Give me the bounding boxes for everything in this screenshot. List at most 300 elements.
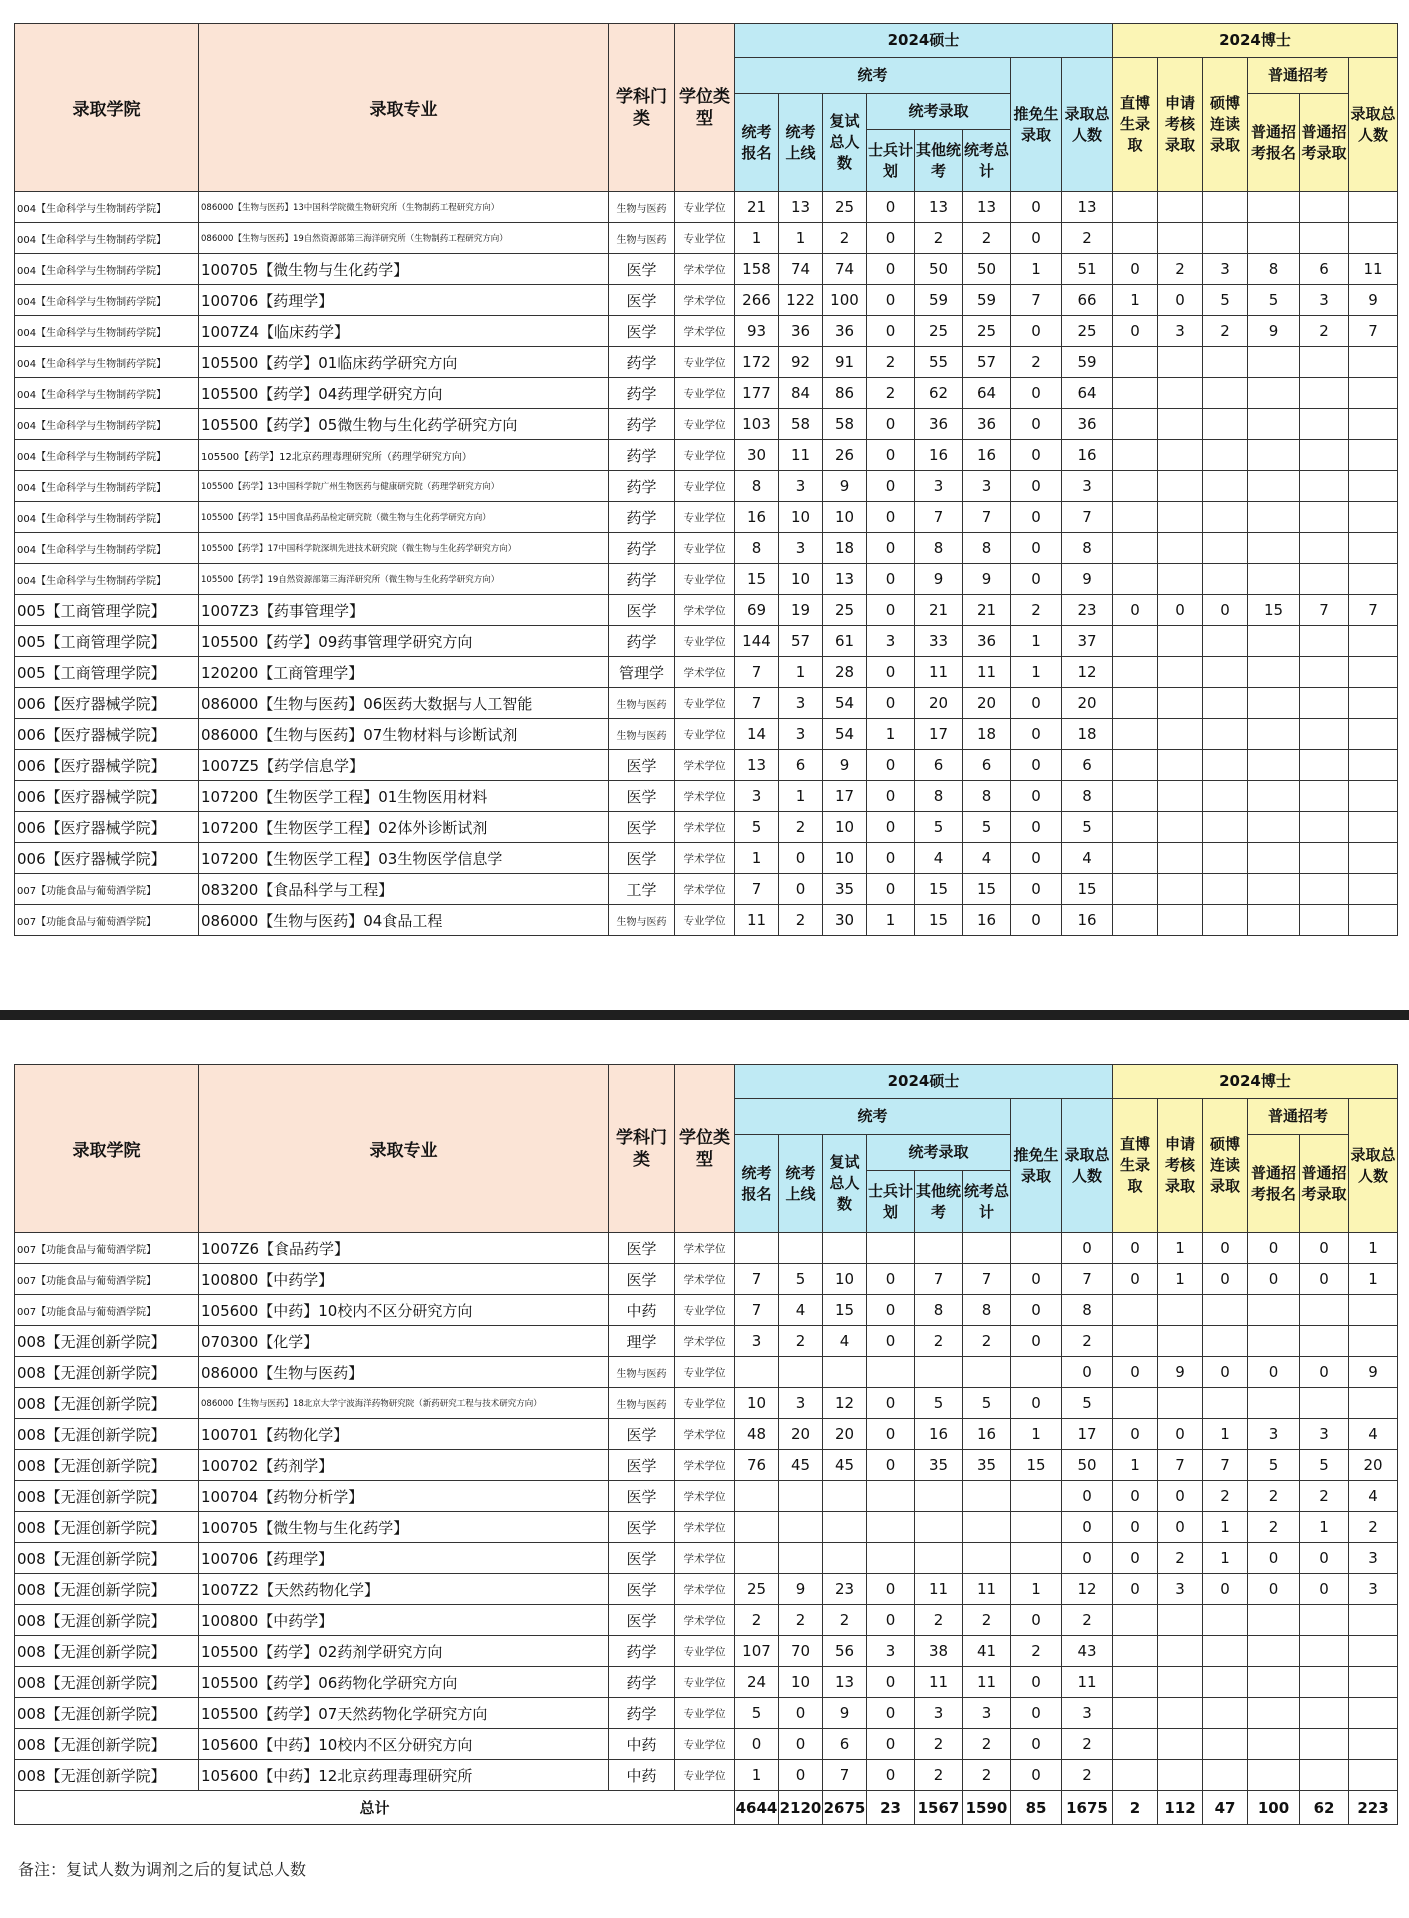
major-cell: 1007Z5【药学信息学】 — [199, 750, 609, 781]
value-cell: 6 — [823, 1729, 867, 1760]
value-cell — [735, 1233, 779, 1264]
header-masters: 2024硕士 — [735, 24, 1113, 58]
value-cell — [779, 1481, 823, 1512]
value-cell: 1 — [1349, 1264, 1398, 1295]
value-cell: 1 — [1158, 1233, 1203, 1264]
value-cell — [1248, 1605, 1300, 1636]
total-label: 总计 — [15, 1791, 735, 1825]
table-row — [15, 471, 1398, 502]
value-cell: 92 — [779, 347, 823, 378]
value-cell — [1158, 812, 1203, 843]
value-cell: 5 — [1062, 812, 1113, 843]
value-cell: 9 — [823, 1698, 867, 1729]
value-cell: 15 — [963, 874, 1011, 905]
college-cell: 004【生命科学与生物制药学院】 — [15, 316, 199, 347]
value-cell: 15 — [1248, 595, 1300, 626]
value-cell — [1113, 781, 1158, 812]
table-row — [15, 1264, 1398, 1295]
value-cell: 54 — [823, 688, 867, 719]
value-cell — [735, 1512, 779, 1543]
value-cell — [1203, 409, 1248, 440]
value-cell: 7 — [1203, 1450, 1248, 1481]
total-row — [15, 1791, 1398, 1825]
value-cell: 3 — [735, 781, 779, 812]
degree-type-cell: 学术学位 — [675, 595, 735, 626]
value-cell — [1113, 626, 1158, 657]
header-ms-total-admit: 录取总人数 — [1062, 1099, 1113, 1233]
value-cell: 4 — [823, 1326, 867, 1357]
degree-type-cell: 专业学位 — [675, 378, 735, 409]
value-cell: 16 — [1062, 440, 1113, 471]
value-cell: 61 — [823, 626, 867, 657]
value-cell — [1011, 1543, 1062, 1574]
college-cell: 007【功能食品与葡萄酒学院】 — [15, 874, 199, 905]
value-cell: 2 — [779, 812, 823, 843]
value-cell — [1203, 874, 1248, 905]
college-cell: 004【生命科学与生物制药学院】 — [15, 254, 199, 285]
value-cell — [1300, 905, 1349, 936]
value-cell: 7 — [915, 502, 963, 533]
value-cell: 18 — [1062, 719, 1113, 750]
college-cell: 005【工商管理学院】 — [15, 595, 199, 626]
table-row — [15, 1512, 1398, 1543]
degree-type-cell: 学术学位 — [675, 1543, 735, 1574]
major-cell: 100800【中药学】 — [199, 1264, 609, 1295]
value-cell — [1203, 347, 1248, 378]
total-value: 1567 — [915, 1791, 963, 1825]
value-cell: 107 — [735, 1636, 779, 1667]
value-cell — [1300, 533, 1349, 564]
value-cell — [1011, 1233, 1062, 1264]
value-cell: 1 — [1113, 285, 1158, 316]
header-category: 学科门类 — [609, 24, 675, 192]
value-cell: 2 — [963, 1605, 1011, 1636]
value-cell: 0 — [1300, 1233, 1349, 1264]
value-cell: 0 — [1011, 1605, 1062, 1636]
degree-type-cell: 专业学位 — [675, 533, 735, 564]
value-cell: 0 — [867, 874, 915, 905]
value-cell — [1300, 781, 1349, 812]
value-cell: 0 — [1113, 1419, 1158, 1450]
value-cell: 1 — [1011, 1574, 1062, 1605]
value-cell — [1300, 192, 1349, 223]
value-cell: 7 — [1349, 316, 1398, 347]
value-cell — [1300, 843, 1349, 874]
value-cell — [1349, 843, 1398, 874]
header-general-applicants: 普通招考报名 — [1248, 1135, 1300, 1233]
value-cell — [1248, 471, 1300, 502]
value-cell — [1349, 1326, 1398, 1357]
value-cell — [1248, 1295, 1300, 1326]
college-cell: 008【无涯创新学院】 — [15, 1574, 199, 1605]
value-cell: 15 — [823, 1295, 867, 1326]
value-cell — [1113, 440, 1158, 471]
total-value: 100 — [1248, 1791, 1300, 1825]
value-cell: 5 — [1248, 285, 1300, 316]
category-cell: 医学 — [609, 1574, 675, 1605]
table-row — [15, 1636, 1398, 1667]
value-cell — [1300, 409, 1349, 440]
major-cell: 086000【生物与医药】07生物材料与诊断试剂 — [199, 719, 609, 750]
value-cell: 30 — [735, 440, 779, 471]
value-cell: 3 — [1062, 471, 1113, 502]
value-cell: 0 — [867, 533, 915, 564]
category-cell: 药学 — [609, 533, 675, 564]
value-cell: 0 — [867, 1667, 915, 1698]
value-cell: 13 — [915, 192, 963, 223]
header-retest-total: 复试总人数 — [823, 94, 867, 192]
value-cell — [1248, 905, 1300, 936]
value-cell: 0 — [1300, 1357, 1349, 1388]
value-cell — [1113, 1760, 1158, 1791]
value-cell — [1203, 502, 1248, 533]
degree-type-cell: 专业学位 — [675, 440, 735, 471]
value-cell: 8 — [735, 533, 779, 564]
degree-type-cell: 学术学位 — [675, 781, 735, 812]
value-cell: 4 — [779, 1295, 823, 1326]
header-unified-exam: 统考 — [735, 58, 1011, 94]
value-cell: 0 — [1062, 1233, 1113, 1264]
major-cell: 083200【食品科学与工程】 — [199, 874, 609, 905]
value-cell — [779, 1357, 823, 1388]
value-cell — [823, 1233, 867, 1264]
value-cell: 3 — [1158, 316, 1203, 347]
value-cell — [1158, 440, 1203, 471]
college-cell: 007【功能食品与葡萄酒学院】 — [15, 905, 199, 936]
value-cell — [1113, 843, 1158, 874]
category-cell: 医学 — [609, 1264, 675, 1295]
value-cell — [1113, 409, 1158, 440]
table-row — [15, 626, 1398, 657]
header-exempt-admit: 推免生录取 — [1011, 58, 1062, 192]
value-cell — [1158, 750, 1203, 781]
category-cell: 医学 — [609, 1233, 675, 1264]
value-cell: 1 — [779, 223, 823, 254]
value-cell: 2 — [1203, 316, 1248, 347]
value-cell: 9 — [1158, 1357, 1203, 1388]
category-cell: 药学 — [609, 1667, 675, 1698]
value-cell — [1158, 502, 1203, 533]
value-cell — [1349, 719, 1398, 750]
value-cell: 266 — [735, 285, 779, 316]
value-cell: 10 — [779, 564, 823, 595]
header-direct-phd: 直博生录取 — [1113, 58, 1158, 192]
header-soldier-plan: 士兵计划 — [867, 130, 915, 192]
value-cell: 25 — [823, 595, 867, 626]
value-cell: 0 — [1113, 1574, 1158, 1605]
total-value: 1590 — [963, 1791, 1011, 1825]
degree-type-cell: 学术学位 — [675, 750, 735, 781]
value-cell — [1248, 719, 1300, 750]
header-degree-type: 学位类型 — [675, 1065, 735, 1233]
value-cell: 0 — [1011, 471, 1062, 502]
value-cell: 0 — [779, 1760, 823, 1791]
value-cell: 0 — [1011, 378, 1062, 409]
value-cell: 0 — [1011, 1388, 1062, 1419]
value-cell: 0 — [1011, 1264, 1062, 1295]
value-cell: 7 — [823, 1760, 867, 1791]
value-cell: 0 — [1203, 1264, 1248, 1295]
value-cell — [1158, 843, 1203, 874]
major-cell: 100800【中药学】 — [199, 1605, 609, 1636]
value-cell: 6 — [963, 750, 1011, 781]
value-cell — [1349, 781, 1398, 812]
value-cell: 9 — [823, 750, 867, 781]
value-cell: 0 — [867, 595, 915, 626]
value-cell — [1349, 688, 1398, 719]
category-cell: 医学 — [609, 812, 675, 843]
value-cell: 20 — [1062, 688, 1113, 719]
degree-type-cell: 专业学位 — [675, 626, 735, 657]
value-cell — [1203, 378, 1248, 409]
degree-type-cell: 专业学位 — [675, 192, 735, 223]
value-cell: 144 — [735, 626, 779, 657]
value-cell: 3 — [1300, 285, 1349, 316]
value-cell — [1300, 502, 1349, 533]
value-cell — [1248, 1388, 1300, 1419]
table-row — [15, 1233, 1398, 1264]
value-cell: 15 — [915, 874, 963, 905]
value-cell: 10 — [779, 502, 823, 533]
value-cell: 0 — [1248, 1543, 1300, 1574]
value-cell: 74 — [823, 254, 867, 285]
header-unified-exam: 统考 — [735, 1099, 1011, 1135]
value-cell: 1 — [1113, 1450, 1158, 1481]
value-cell: 2 — [1158, 254, 1203, 285]
value-cell: 13 — [779, 192, 823, 223]
total-value: 85 — [1011, 1791, 1062, 1825]
major-cell: 086000【生物与医药】13中国科学院微生物研究所（生物制药工程研究方向） — [199, 192, 609, 223]
value-cell: 11 — [915, 657, 963, 688]
college-cell: 007【功能食品与葡萄酒学院】 — [15, 1295, 199, 1326]
category-cell: 药学 — [609, 440, 675, 471]
value-cell — [1349, 1388, 1398, 1419]
table-row — [15, 812, 1398, 843]
category-cell: 生物与医药 — [609, 719, 675, 750]
value-cell: 11 — [915, 1667, 963, 1698]
value-cell: 8 — [1062, 1295, 1113, 1326]
value-cell — [1349, 874, 1398, 905]
major-cell: 086000【生物与医药】06医药大数据与人工智能 — [199, 688, 609, 719]
value-cell: 8 — [915, 533, 963, 564]
value-cell: 13 — [1062, 192, 1113, 223]
category-cell: 药学 — [609, 1698, 675, 1729]
value-cell: 2 — [915, 1729, 963, 1760]
value-cell: 8 — [915, 781, 963, 812]
value-cell: 33 — [915, 626, 963, 657]
table-row — [15, 1419, 1398, 1450]
value-cell — [1248, 223, 1300, 254]
value-cell: 0 — [1248, 1574, 1300, 1605]
value-cell — [823, 1512, 867, 1543]
total-value: 223 — [1349, 1791, 1398, 1825]
header-exam-passed: 统考上线 — [779, 1135, 823, 1233]
major-cell: 100705【微生物与生化药学】 — [199, 1512, 609, 1543]
header-exam-applicants: 统考报名 — [735, 1135, 779, 1233]
value-cell: 36 — [915, 409, 963, 440]
value-cell: 1 — [735, 1760, 779, 1791]
value-cell: 0 — [1011, 409, 1062, 440]
value-cell — [1349, 657, 1398, 688]
degree-type-cell: 学术学位 — [675, 1574, 735, 1605]
value-cell: 59 — [1062, 347, 1113, 378]
value-cell — [867, 1512, 915, 1543]
header-major: 录取专业 — [199, 24, 609, 192]
major-cell: 086000【生物与医药】19自然资源部第三海洋研究所（生物制药工程研究方向） — [199, 223, 609, 254]
value-cell: 0 — [867, 657, 915, 688]
value-cell — [1113, 1326, 1158, 1357]
value-cell — [1248, 440, 1300, 471]
table-row — [15, 285, 1398, 316]
value-cell: 5 — [735, 1698, 779, 1729]
category-cell: 理学 — [609, 1326, 675, 1357]
value-cell: 93 — [735, 316, 779, 347]
value-cell — [1248, 1326, 1300, 1357]
value-cell: 7 — [1158, 1450, 1203, 1481]
degree-type-cell: 学术学位 — [675, 1512, 735, 1543]
value-cell: 0 — [867, 192, 915, 223]
value-cell: 21 — [735, 192, 779, 223]
value-cell: 0 — [1062, 1357, 1113, 1388]
degree-type-cell: 专业学位 — [675, 471, 735, 502]
major-cell: 105500【药学】13中国科学院广州生物医药与健康研究院（药理学研究方向） — [199, 471, 609, 502]
value-cell: 64 — [1062, 378, 1113, 409]
college-cell: 005【工商管理学院】 — [15, 626, 199, 657]
table-row — [15, 1760, 1398, 1791]
value-cell: 0 — [1062, 1543, 1113, 1574]
category-cell: 药学 — [609, 502, 675, 533]
value-cell — [1113, 471, 1158, 502]
table-row — [15, 533, 1398, 564]
value-cell — [1158, 223, 1203, 254]
value-cell — [1248, 1667, 1300, 1698]
value-cell — [1158, 657, 1203, 688]
category-cell: 工学 — [609, 874, 675, 905]
value-cell — [1203, 1667, 1248, 1698]
value-cell: 0 — [867, 1729, 915, 1760]
category-cell: 生物与医药 — [609, 688, 675, 719]
value-cell: 6 — [1300, 254, 1349, 285]
value-cell: 8 — [963, 781, 1011, 812]
college-cell: 004【生命科学与生物制药学院】 — [15, 347, 199, 378]
value-cell: 8 — [1062, 533, 1113, 564]
header-apply-review: 申请考核录取 — [1158, 1099, 1203, 1233]
value-cell: 0 — [1062, 1512, 1113, 1543]
value-cell: 11 — [915, 1574, 963, 1605]
header-exam-applicants: 统考报名 — [735, 94, 779, 192]
value-cell: 20 — [1349, 1450, 1398, 1481]
value-cell: 0 — [1113, 1357, 1158, 1388]
value-cell: 30 — [823, 905, 867, 936]
major-cell: 105500【药学】04药理学研究方向 — [199, 378, 609, 409]
degree-type-cell: 专业学位 — [675, 905, 735, 936]
value-cell: 0 — [867, 1760, 915, 1791]
college-cell: 007【功能食品与葡萄酒学院】 — [15, 1264, 199, 1295]
total-value: 2 — [1113, 1791, 1158, 1825]
value-cell — [1113, 874, 1158, 905]
value-cell — [1300, 1667, 1349, 1698]
admission-table-part2 — [14, 1064, 1398, 1825]
value-cell — [1349, 378, 1398, 409]
value-cell: 0 — [1011, 502, 1062, 533]
header-exam-total: 统考总计 — [963, 130, 1011, 192]
value-cell: 26 — [823, 440, 867, 471]
value-cell — [1349, 471, 1398, 502]
value-cell: 3 — [779, 471, 823, 502]
value-cell: 14 — [735, 719, 779, 750]
value-cell — [1158, 1326, 1203, 1357]
value-cell — [1300, 1295, 1349, 1326]
degree-type-cell: 专业学位 — [675, 1667, 735, 1698]
degree-type-cell: 专业学位 — [675, 1760, 735, 1791]
value-cell: 54 — [823, 719, 867, 750]
value-cell: 8 — [915, 1295, 963, 1326]
major-cell: 086000【生物与医药】18北京大学宁波海洋药物研究院（新药研究工程与技术研究方向） — [199, 1388, 609, 1419]
degree-type-cell: 学术学位 — [675, 1326, 735, 1357]
value-cell: 100 — [823, 285, 867, 316]
value-cell: 74 — [779, 254, 823, 285]
degree-type-cell: 专业学位 — [675, 1357, 735, 1388]
value-cell — [1248, 657, 1300, 688]
value-cell: 7 — [735, 1264, 779, 1295]
value-cell: 0 — [1011, 905, 1062, 936]
major-cell: 100706【药理学】 — [199, 285, 609, 316]
value-cell: 3 — [1349, 1543, 1398, 1574]
college-cell: 008【无涯创新学院】 — [15, 1326, 199, 1357]
major-cell: 100702【药剂学】 — [199, 1450, 609, 1481]
value-cell — [1113, 750, 1158, 781]
value-cell: 76 — [735, 1450, 779, 1481]
value-cell — [1158, 471, 1203, 502]
table-row — [15, 440, 1398, 471]
value-cell: 1 — [1011, 626, 1062, 657]
value-cell: 3 — [867, 626, 915, 657]
value-cell — [1113, 905, 1158, 936]
value-cell: 15 — [1062, 874, 1113, 905]
value-cell: 0 — [1011, 688, 1062, 719]
category-cell: 医学 — [609, 316, 675, 347]
value-cell: 0 — [867, 502, 915, 533]
value-cell: 19 — [779, 595, 823, 626]
value-cell: 9 — [779, 1574, 823, 1605]
category-cell: 药学 — [609, 564, 675, 595]
value-cell: 38 — [915, 1636, 963, 1667]
category-cell: 管理学 — [609, 657, 675, 688]
college-cell: 004【生命科学与生物制药学院】 — [15, 471, 199, 502]
value-cell: 7 — [735, 1295, 779, 1326]
value-cell: 35 — [915, 1450, 963, 1481]
value-cell — [1300, 874, 1349, 905]
value-cell: 0 — [867, 781, 915, 812]
value-cell: 1 — [1203, 1512, 1248, 1543]
value-cell — [963, 1543, 1011, 1574]
value-cell — [1300, 564, 1349, 595]
value-cell: 0 — [1248, 1233, 1300, 1264]
admission-table — [14, 23, 1398, 936]
value-cell: 0 — [1011, 1760, 1062, 1791]
footnote: 备注：复试人数为调剂之后的复试总人数 — [18, 1860, 307, 1879]
value-cell: 36 — [823, 316, 867, 347]
value-cell: 6 — [779, 750, 823, 781]
degree-type-cell: 专业学位 — [675, 347, 735, 378]
value-cell: 9 — [823, 471, 867, 502]
value-cell: 0 — [867, 564, 915, 595]
header-direct-phd: 直博生录取 — [1113, 1099, 1158, 1233]
value-cell: 1 — [779, 781, 823, 812]
value-cell: 7 — [963, 1264, 1011, 1295]
value-cell — [1203, 905, 1248, 936]
major-cell: 100706【药理学】 — [199, 1543, 609, 1574]
